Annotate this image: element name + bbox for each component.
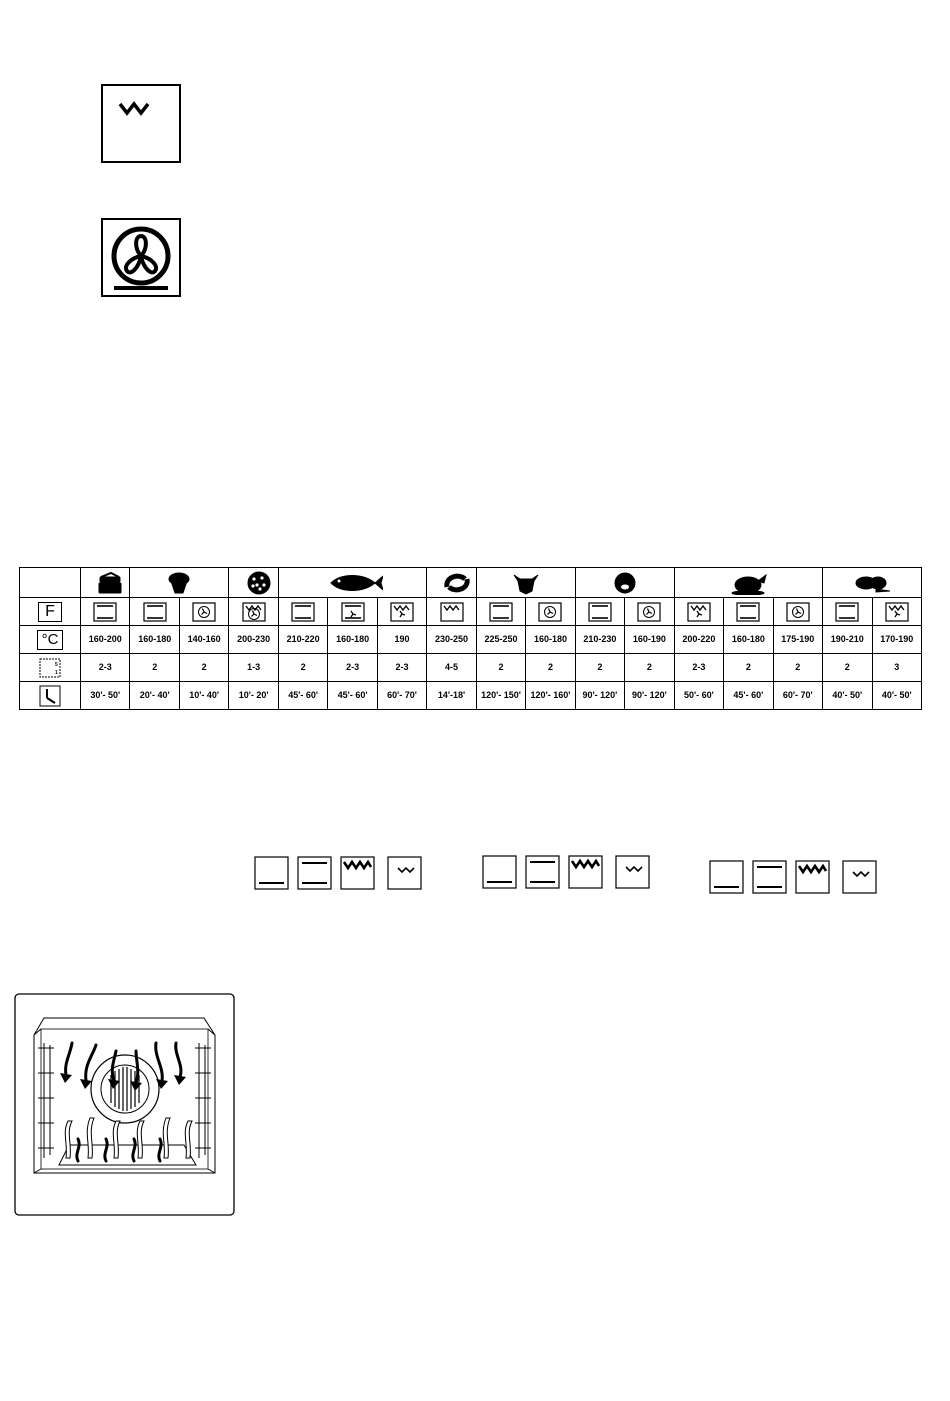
corner-cell <box>20 568 81 598</box>
function-cell <box>278 598 327 626</box>
temperature-header <box>20 626 81 654</box>
function-cell <box>724 598 773 626</box>
function-cell <box>328 598 377 626</box>
beef-icon <box>496 571 556 595</box>
shelf-cell: 2 <box>773 654 822 682</box>
time-cell: 60'- 70' <box>773 682 822 710</box>
temperature-cell: 225-250 <box>476 626 525 654</box>
function-cell <box>229 598 278 626</box>
static-mode-icon <box>93 602 117 622</box>
time-cell: 45'- 60' <box>328 682 377 710</box>
grill-mode-icon <box>440 602 464 622</box>
time-cell: 60'- 70' <box>377 682 426 710</box>
temperature-cell: 190-210 <box>823 626 872 654</box>
pork-icon <box>595 571 655 595</box>
food-group-cell <box>427 568 476 598</box>
temperature-cell: 160-180 <box>328 626 377 654</box>
fan-grill-mode-icon <box>242 602 266 622</box>
svg-text:1: 1 <box>55 669 58 676</box>
time-cell: 90'- 120' <box>625 682 674 710</box>
fan-bottom-heat-icon <box>101 218 181 297</box>
clock-icon <box>39 685 61 707</box>
oven-airflow-illustration <box>14 993 235 1216</box>
temperature-cell: 190 <box>377 626 426 654</box>
grill-element-icon <box>795 860 831 894</box>
shelf-cell: 2-3 <box>81 654 130 682</box>
shelf-cell: 2 <box>476 654 525 682</box>
small-grill-element-icon <box>387 856 423 890</box>
bottom-element-icon <box>709 860 745 894</box>
top-heating-element-icon <box>101 84 181 164</box>
cooking-table <box>19 567 922 710</box>
food-group-cell <box>229 568 278 598</box>
temperature-cell: 230-250 <box>427 626 476 654</box>
shelf-cell: 2 <box>526 654 575 682</box>
temperature-label: °C <box>37 630 63 650</box>
top-bottom-element-icon <box>297 856 333 890</box>
function-row <box>20 598 922 626</box>
function-cell <box>377 598 426 626</box>
function-label: F <box>38 602 62 622</box>
shelf-cell: 1-3 <box>229 654 278 682</box>
fan-symbol <box>101 218 181 297</box>
pasta-icon <box>427 571 487 595</box>
static-mode-icon <box>291 602 315 622</box>
time-row <box>20 682 922 710</box>
time-cell: 40'- 50' <box>872 682 922 710</box>
shelf-cell: 2 <box>823 654 872 682</box>
time-cell: 30'- 50' <box>81 682 130 710</box>
temperature-cell: 160-200 <box>81 626 130 654</box>
grill-fan-mode-icon <box>390 602 414 622</box>
temperature-cell: 140-160 <box>179 626 228 654</box>
top-heating-symbol <box>101 84 181 164</box>
function-cell <box>773 598 822 626</box>
element-set-2 <box>482 855 652 889</box>
food-row <box>20 568 922 598</box>
svg-text:5: 5 <box>55 661 58 668</box>
top-bottom-element-icon <box>752 860 788 894</box>
function-cell <box>179 598 228 626</box>
muffin-icon <box>149 571 209 595</box>
temperature-cell: 175-190 <box>773 626 822 654</box>
grill-element-icon <box>340 856 376 890</box>
shelf-row <box>20 654 922 682</box>
grill-fan-mode-icon <box>687 602 711 622</box>
time-cell: 10'- 20' <box>229 682 278 710</box>
function-cell <box>476 598 525 626</box>
function-header <box>20 598 81 626</box>
shelf-cell: 2 <box>179 654 228 682</box>
temperature-cell: 160-190 <box>625 626 674 654</box>
temperature-cell: 170-190 <box>872 626 922 654</box>
shelf-cell: 4-5 <box>427 654 476 682</box>
food-group-cell <box>476 568 575 598</box>
shelf-header <box>20 654 81 682</box>
fan-mode-icon <box>637 602 661 622</box>
static-mode-icon <box>489 602 513 622</box>
shelf-cell: 2 <box>130 654 179 682</box>
temperature-cell: 200-220 <box>674 626 723 654</box>
shelf-cell: 2-3 <box>377 654 426 682</box>
poultry-icon <box>718 571 778 595</box>
temperature-cell: 200-230 <box>229 626 278 654</box>
function-cell <box>427 598 476 626</box>
static-mode-icon <box>143 602 167 622</box>
temperature-cell: 160-180 <box>724 626 773 654</box>
temperature-cell: 210-220 <box>278 626 327 654</box>
fan-bottom-mode-icon <box>341 602 365 622</box>
function-cell <box>823 598 872 626</box>
food-group-cell <box>130 568 229 598</box>
function-cell <box>130 598 179 626</box>
bottom-element-icon <box>254 856 290 890</box>
time-header <box>20 682 81 710</box>
time-cell: 20'- 40' <box>130 682 179 710</box>
function-cell <box>625 598 674 626</box>
bottom-element-icon <box>482 855 518 889</box>
fan-mode-icon <box>786 602 810 622</box>
vegetables-icon <box>842 571 902 595</box>
food-group-cell <box>674 568 822 598</box>
temperature-cell: 160-180 <box>130 626 179 654</box>
function-cell <box>872 598 922 626</box>
temperature-cell: 160-180 <box>526 626 575 654</box>
pizza-icon <box>229 571 289 595</box>
shelf-cell: 2 <box>575 654 624 682</box>
static-mode-icon <box>835 602 859 622</box>
small-grill-element-icon <box>615 855 651 889</box>
shelf-position-icon <box>39 658 61 678</box>
time-cell: 90'- 120' <box>575 682 624 710</box>
shelf-cell: 2-3 <box>674 654 723 682</box>
static-mode-icon <box>588 602 612 622</box>
fan-mode-icon <box>538 602 562 622</box>
fish-icon <box>323 571 383 595</box>
shelf-cell: 2 <box>625 654 674 682</box>
function-cell <box>575 598 624 626</box>
static-mode-icon <box>736 602 760 622</box>
time-cell: 40'- 50' <box>823 682 872 710</box>
element-set-1 <box>254 856 424 890</box>
time-cell: 45'- 60' <box>278 682 327 710</box>
small-grill-element-icon <box>842 860 878 894</box>
food-group-cell <box>575 568 674 598</box>
shelf-cell: 3 <box>872 654 922 682</box>
top-bottom-element-icon <box>525 855 561 889</box>
food-group-cell <box>81 568 130 598</box>
fan-mode-icon <box>192 602 216 622</box>
time-cell: 14'-18' <box>427 682 476 710</box>
grill-fan-mode-icon <box>885 602 909 622</box>
function-cell <box>526 598 575 626</box>
function-cell <box>81 598 130 626</box>
oven-diagram <box>14 993 235 1216</box>
food-group-cell <box>278 568 426 598</box>
shelf-cell: 2 <box>724 654 773 682</box>
temperature-cell: 210-230 <box>575 626 624 654</box>
time-cell: 120'- 160' <box>526 682 575 710</box>
time-cell: 10'- 40' <box>179 682 228 710</box>
time-cell: 45'- 60' <box>724 682 773 710</box>
time-cell: 120'- 150' <box>476 682 525 710</box>
grill-element-icon <box>568 855 604 889</box>
time-cell: 50'- 60' <box>674 682 723 710</box>
cake-icon <box>81 571 141 595</box>
shelf-cell: 2 <box>278 654 327 682</box>
function-cell <box>674 598 723 626</box>
food-group-cell <box>823 568 922 598</box>
element-set-3 <box>709 860 879 896</box>
temperature-row <box>20 626 922 654</box>
shelf-cell: 2-3 <box>328 654 377 682</box>
